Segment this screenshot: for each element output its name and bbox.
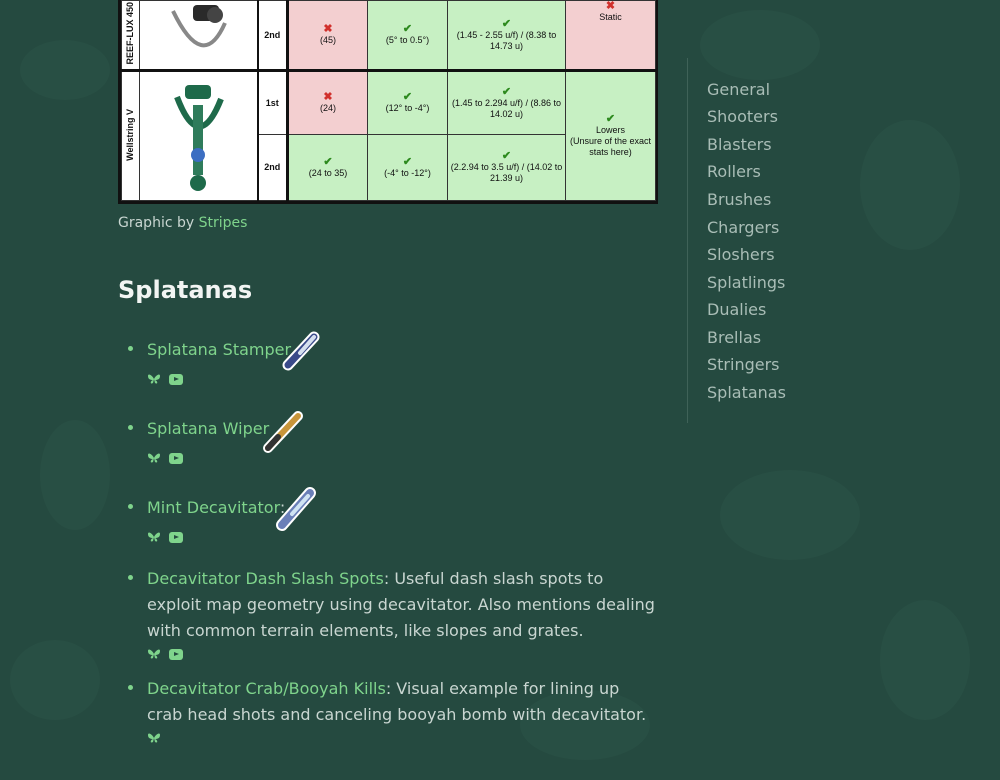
toc-item-splatlings[interactable]: Splatlings [707,273,786,292]
table-cell: ✔ (12° to -4°) [368,71,448,135]
table-cell: ✔ (1.45 - 2.55 u/f) / (8.38 to 14.73 u) [448,1,566,71]
toc-item-brushes[interactable]: Brushes [707,190,772,209]
table-cell: ✔ (2.2.94 to 3.5 u/f) / (14.02 to 21.39 u) [448,135,566,201]
graphic-credit [118,215,247,231]
list-item [128,495,658,545]
bluesky-butterfly-icon[interactable] [147,452,161,465]
table-cell: ✔ (24 to 35) [288,135,368,201]
bluesky-butterfly-icon[interactable] [147,648,161,661]
toc-item-stringers[interactable]: Stringers [707,355,780,374]
list-item [128,566,658,662]
rank-cell: 1st [258,71,288,135]
comparison-table-graphic [118,0,658,204]
list-item [128,416,658,466]
bow-weapon-icon [163,3,233,65]
toc-item-splatanas[interactable]: Splatanas [707,383,786,402]
item-link[interactable]: Decavitator Dash Slash Spots [147,569,384,588]
youtube-icon[interactable] [169,453,183,464]
toc-item-rollers[interactable]: Rollers [707,162,761,181]
table-of-contents [687,58,888,423]
mint-decavitator-icon [274,487,318,531]
table-cell: ✔ (-4° to -12°) [368,135,448,201]
splatana-wiper-icon [262,410,306,454]
table-cell: ✔ (5° to 0.5°) [368,1,448,71]
item-description: : Useful dash slash spots to exploit map geometry using decavitator. Also mentions dealing with common terrain elements, like slopes and grates. [147,569,655,640]
table-cell: ✖ Static [566,1,656,71]
list-item [128,676,658,746]
youtube-icon[interactable] [169,649,183,660]
weapon-name-cell: REEF-LUX 450 [122,1,140,71]
weapon-image-reef-lux [140,1,258,71]
toc-item-dualies[interactable]: Dualies [707,300,767,319]
bullet [128,575,133,580]
bow-weapon-icon [163,75,233,195]
toc-item-shooters[interactable]: Shooters [707,107,778,126]
youtube-icon[interactable] [169,532,183,543]
youtube-icon[interactable] [169,374,183,385]
bullet [128,685,133,690]
item-link[interactable]: Splatana Stamper [147,340,292,359]
item-description: : [279,498,286,517]
list-item [128,337,658,387]
toc-item-chargers[interactable]: Chargers [707,218,780,237]
weapon-name-cell: Wellstring V [122,71,140,201]
bluesky-butterfly-icon[interactable] [147,531,161,544]
toc-item-general[interactable]: General [707,80,771,99]
credit-author-link[interactable]: Stripes [198,215,248,231]
bluesky-butterfly-icon[interactable] [147,732,161,745]
table-cell: ✖ (45) [288,1,368,71]
item-link[interactable]: Mint Decavitator [147,498,280,517]
table-cell: ✔ (1.45 to 2.294 u/f) / (8.86 to 14.02 u) [448,71,566,135]
weapon-image-wellstring [140,71,258,201]
toc-item-sloshers[interactable]: Sloshers [707,245,775,264]
bullet [128,504,133,509]
splatana-stamper-icon [280,329,324,373]
bluesky-butterfly-icon[interactable] [147,373,161,386]
toc-item-brellas[interactable]: Brellas [707,328,762,347]
table-cell: ✔ Lowers (Unsure of the exact stats here) [566,71,656,201]
rank-cell: 2nd [258,135,288,201]
item-link[interactable]: Splatana Wiper [147,419,270,438]
toc-item-blasters[interactable]: Blasters [707,135,772,154]
table-cell: ✖ (24) [288,71,368,135]
item-link[interactable]: Decavitator Crab/Booyah Kills [147,679,386,698]
rank-cell: 2nd [258,1,288,71]
credit-prefix: Graphic by [118,215,199,231]
section-heading: Splatanas [118,276,253,304]
bullet [128,346,133,351]
bullet [128,425,133,430]
item-description: : Visual example for lining up crab head shots and canceling booyah bomb with decavitator. [147,679,647,724]
